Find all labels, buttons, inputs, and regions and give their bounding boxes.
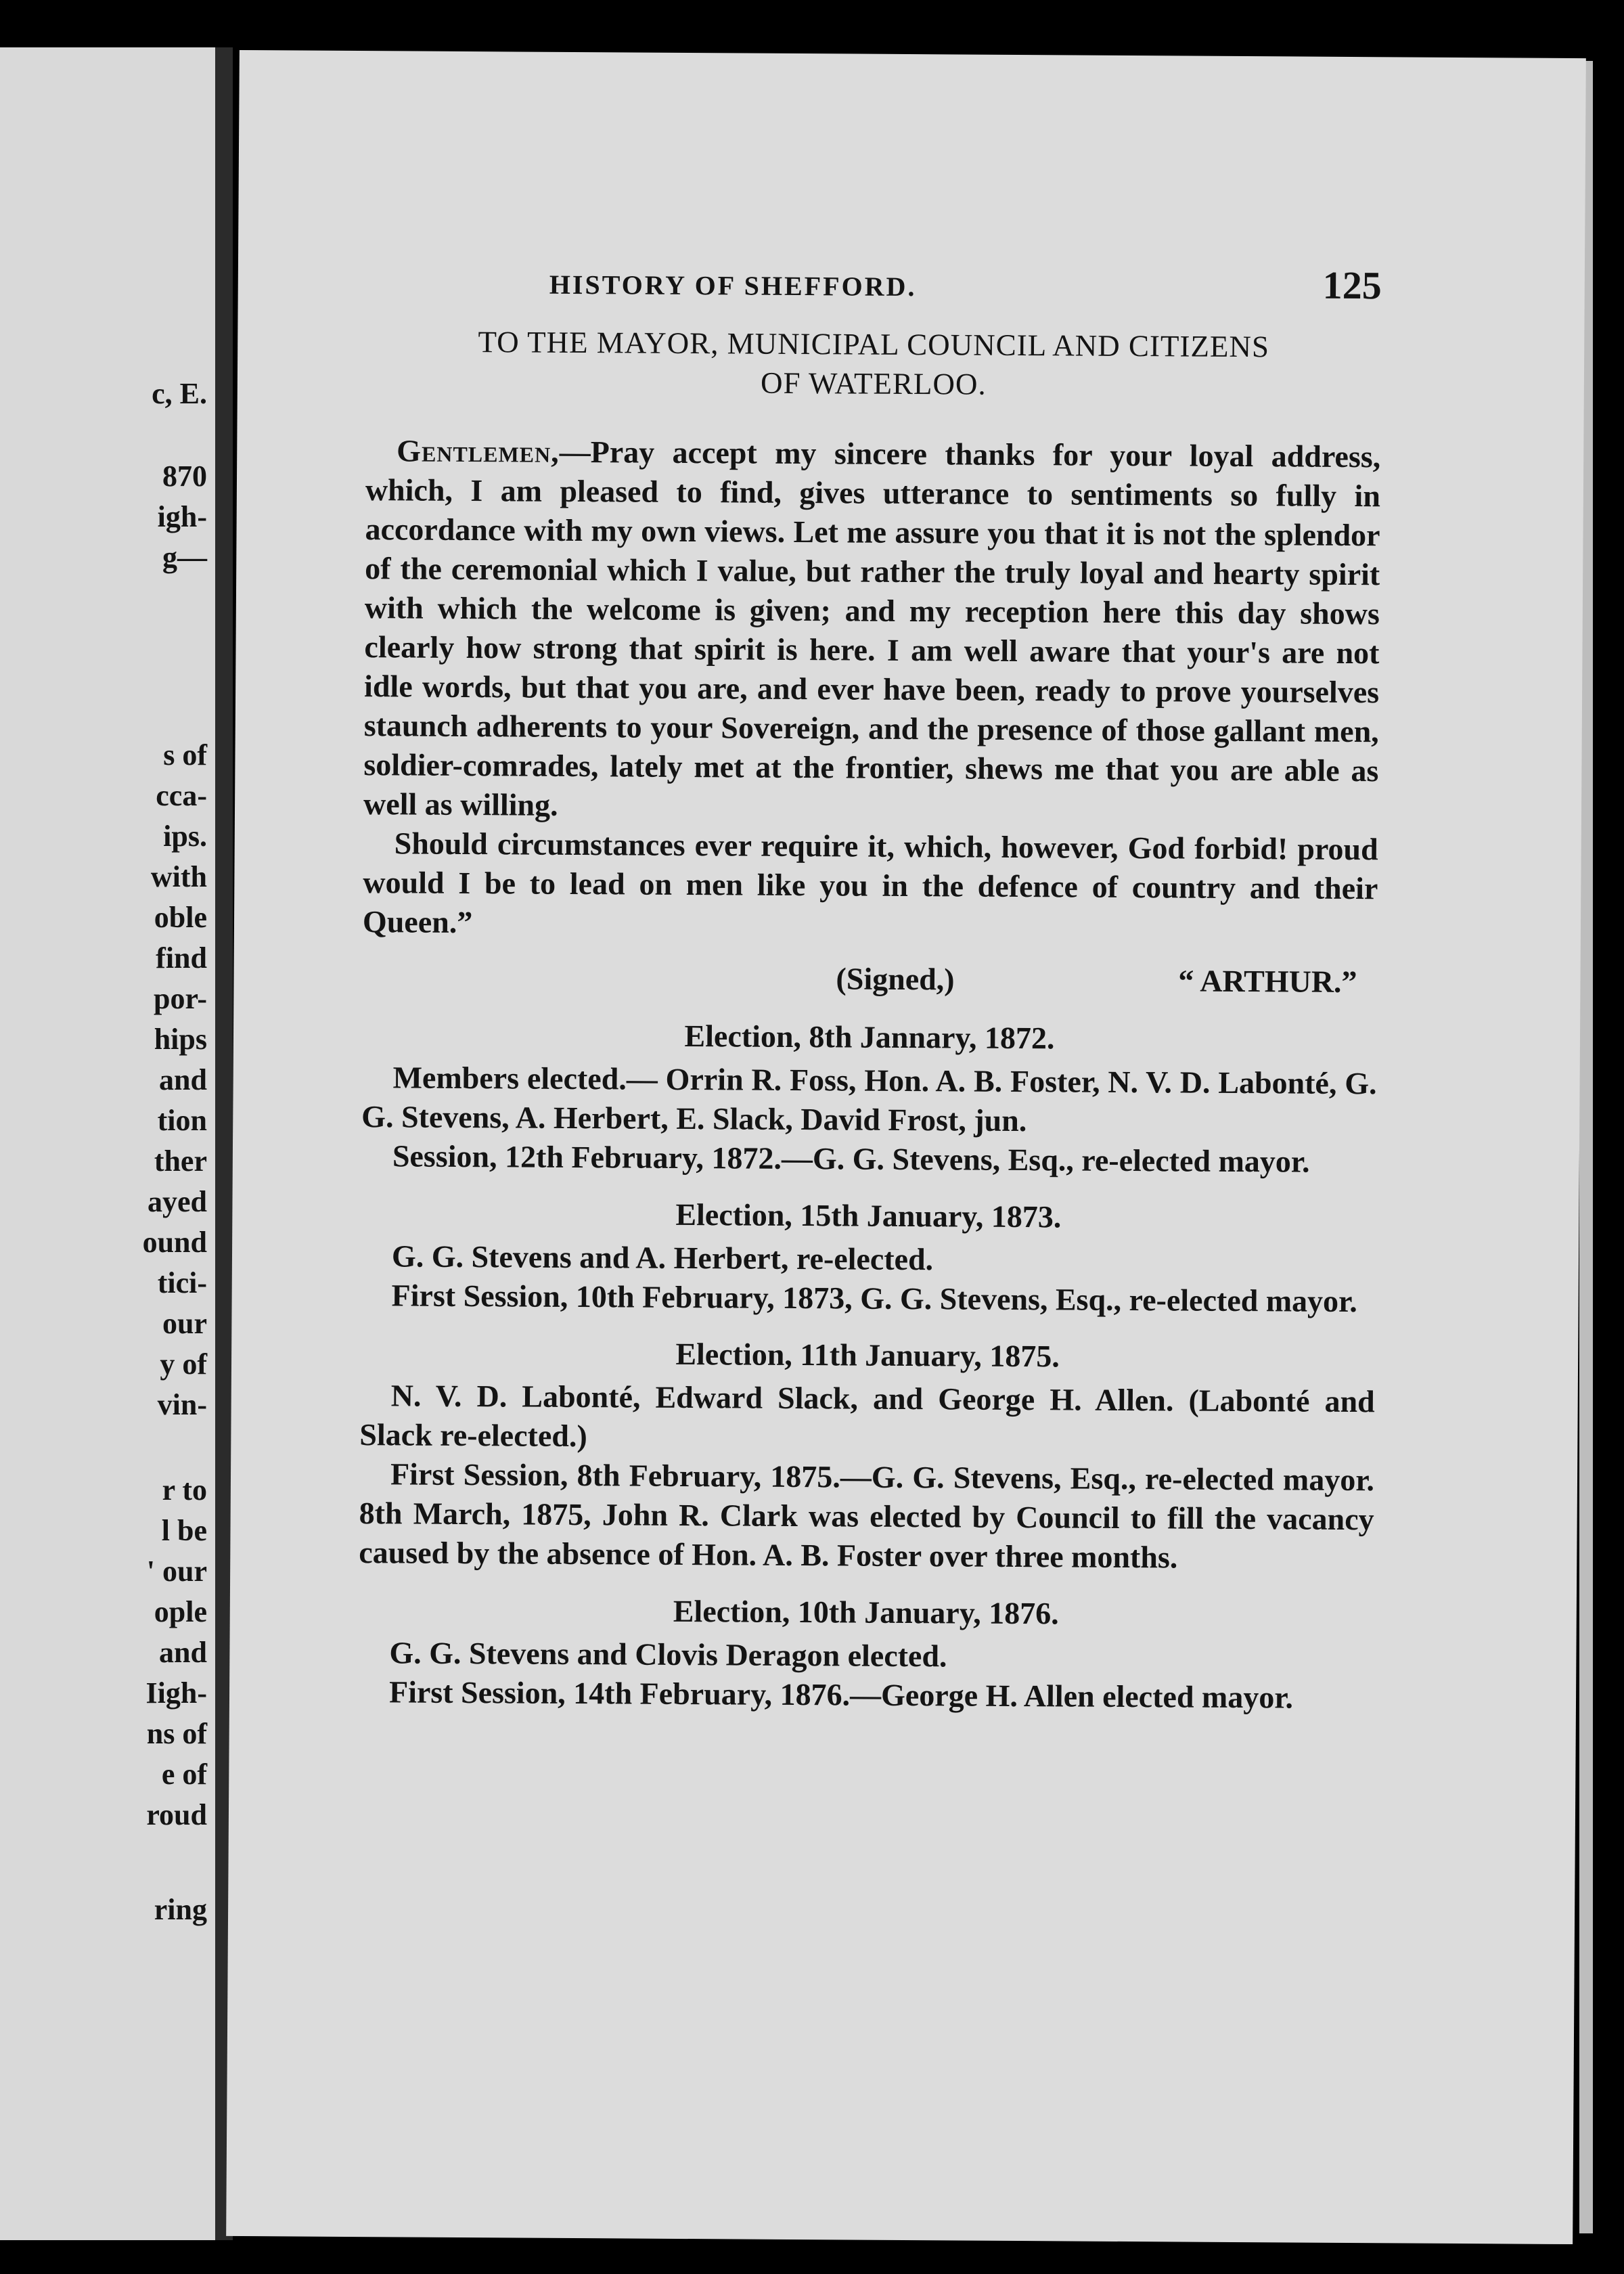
left-fragment: oble [154, 901, 207, 934]
left-fragment: cca- [156, 779, 207, 812]
left-fragment: r to [162, 1473, 207, 1507]
letter-heading [366, 321, 1382, 406]
left-fragment: c, E. [152, 377, 207, 410]
book-page [226, 50, 1586, 2244]
heading-line-1: TO THE MAYOR, MUNICIPAL COUNCIL AND CITIZENS [478, 325, 1270, 364]
left-fragment: ound [142, 1226, 207, 1259]
election-record: Session, 12th February, 1872.—G. G. Stevens, Esq., re-elected mayor. [392, 1138, 1310, 1179]
election-record: First Session, 10th February, 1873, G. G. Stevens, Esq., re-elected mayor. [391, 1278, 1357, 1319]
left-fragment: ayed [148, 1185, 207, 1218]
signature: “ ARTHUR.” [1178, 963, 1357, 1000]
election-heading: Election, 8th Jannary, 1872. [684, 1018, 1055, 1056]
left-fragment: l be [161, 1514, 207, 1547]
left-fragment: our [162, 1307, 207, 1340]
running-head [367, 254, 1382, 314]
left-fragment: Iigh- [145, 1676, 207, 1710]
left-fragment: ns of [146, 1717, 207, 1750]
left-fragment: g— [162, 541, 207, 574]
election-record: First Session, 14th February, 1876.—George H. Allen elected mayor. [388, 1674, 1294, 1715]
left-fragment: ople [154, 1595, 207, 1628]
letter-body [362, 431, 1380, 1003]
page-content [358, 254, 1382, 1718]
left-fragment: vin- [157, 1388, 207, 1421]
left-fragment: tion [157, 1104, 207, 1137]
letter-paragraph-1 [363, 431, 1381, 830]
heading-line-2: OF WATERLOO. [760, 365, 987, 401]
election-heading: Election, 11th January, 1875. [675, 1336, 1060, 1374]
left-fragment: igh- [157, 500, 207, 533]
election-record: N. V. D. Labonté, Edward Slack, and George H. Allen. (Labonté and Slack re-elected.) [359, 1378, 1375, 1454]
left-fragment: s of [163, 738, 207, 772]
salutation: Gentlemen, [397, 433, 560, 469]
left-fragment: ' our [146, 1555, 207, 1588]
election-heading: Election, 10th January, 1876. [673, 1593, 1059, 1631]
left-fragment: roud [146, 1798, 207, 1831]
signature-block [362, 958, 1377, 1003]
signed-label: (Signed,) [836, 961, 955, 997]
left-fragment: find [156, 941, 207, 975]
left-fragment: ips. [163, 820, 207, 853]
left-fragment: y of [160, 1347, 207, 1381]
left-fragment: and [159, 1063, 207, 1096]
election-record: G. G. Stevens and Clovis Deragon elected. [389, 1635, 947, 1674]
left-fragment: por- [153, 982, 207, 1015]
left-fragment: 870 [162, 460, 207, 493]
letter-paragraph-2: Should circumstances ever require it, which, however, God forbid! proud would I be to lead on men like you in the defence of country and their Queen.” [362, 826, 1378, 940]
left-fragment: ther [154, 1144, 207, 1178]
left-fragment: ring [154, 1893, 207, 1926]
left-fragment: with [150, 860, 207, 893]
election-1876 [358, 1590, 1374, 1718]
election-1875 [359, 1333, 1375, 1578]
election-record: First Session, 8th February, 1875.—G. G. Stevens, Esq., re-elected mayor. 8th March, 1875, John R. Clark was elected by Council to fill the vacancy caused by the absence of Hon. A. B. Foster over three months. [359, 1456, 1375, 1575]
left-fragment: and [159, 1636, 207, 1669]
election-heading: Election, 15th January, 1873. [675, 1197, 1062, 1234]
running-title: HISTORY OF SHEFFORD. [549, 269, 917, 303]
page-number: 125 [1322, 263, 1382, 308]
left-fragment: hips [154, 1023, 207, 1056]
election-record: G. G. Stevens and A. Herbert, re-elected. [391, 1239, 934, 1277]
left-fragment: tici- [157, 1266, 207, 1299]
election-1872 [361, 1015, 1377, 1182]
paragraph-1-text: —Pray accept my sincere thanks for your loyal address, which, I am pleased to find, gives utterance to sentiments so fully in accordance with my own views. Let me assure you that it is not the splendor of the ceremonial which I value, but rather the truly loyal and hearty spirit with which the welcome is given; and my reception here this day shows clearly how strong that spirit is here. I am well aware that your's are not idle words, but that you are, and ever have been, ready to prove yourselves staunch adherents to your Sovereign, and the presence of those gallant men, soldier-comrades, lately met at the frontier, shews me that you are able as well as willing. [363, 434, 1381, 822]
election-1873 [360, 1193, 1376, 1321]
left-fragment: e of [161, 1758, 207, 1791]
adjacent-left-page [0, 47, 215, 2240]
election-record: Members elected.— Orrin R. Foss, Hon. A. B. Foster, N. V. D. Labonté, G. G. Stevens, A. Herbert, E. Slack, David Frost, jun. [361, 1060, 1377, 1138]
